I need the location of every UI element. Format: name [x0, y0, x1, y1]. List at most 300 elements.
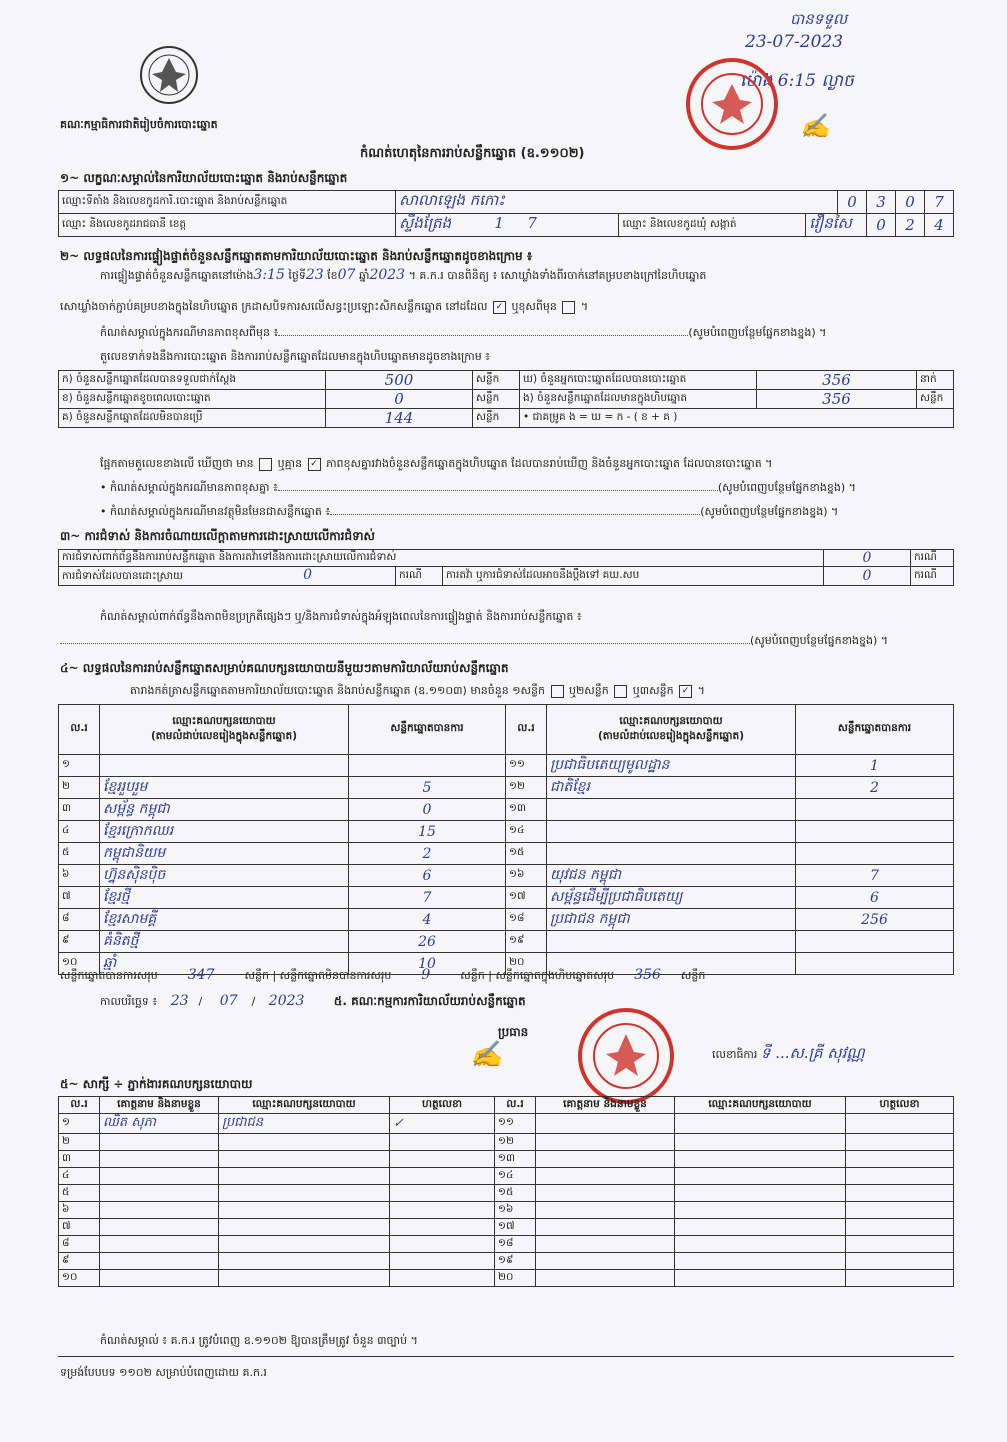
witness-party	[219, 1219, 390, 1236]
witness-party	[219, 1134, 390, 1151]
witness-signature	[846, 1168, 954, 1185]
text: សន្លឹកឆ្នោតក្នុងហិបឆ្នោតសរុប	[495, 969, 615, 982]
col-party	[100, 705, 349, 755]
province-value	[396, 214, 619, 237]
party-name: គំនិតថ្មី	[100, 931, 349, 953]
row-number: ៧	[59, 887, 100, 909]
polling-station-name: សាលាឡេង កកោះ	[399, 191, 505, 209]
witness-name	[536, 1114, 675, 1134]
text: ។ គ.ក.រ បានពិនិត្យ ៖ សោឃ្លាំងទាំងពីរចាក់នៅគម្របខាងក្រៅនៃហិបឆ្នោត	[408, 269, 707, 282]
date-year: 2023	[268, 993, 305, 1009]
fig-a-label: ក) ចំនួនសន្លឹកឆ្នោតដែលបានទទួលជាក់ស្តែង	[59, 371, 326, 390]
text: ការផ្ទៀងផ្ទាត់ចំនួនសន្លឹកឆ្នោតនៅម៉ោង	[100, 269, 254, 282]
witness-signature	[390, 1185, 495, 1202]
row-number: ៦	[59, 1202, 100, 1219]
party-name: ខ្មែរថ្មី	[100, 887, 349, 909]
witness-signature	[390, 1134, 495, 1151]
party-name: កម្ពុជានិយម	[100, 843, 349, 865]
footer: ទម្រង់បែបបទ ១១០២ សម្រាប់បំពេញដោយ គ.ក.រ	[60, 1366, 267, 1379]
row-number: ១២	[506, 777, 547, 799]
witness-name	[100, 1219, 219, 1236]
witness-name	[536, 1253, 675, 1270]
unit: ករណី	[396, 567, 443, 586]
vote-count: 6	[349, 865, 506, 887]
date-day: 23	[170, 993, 189, 1009]
checkbox-has-difference[interactable]	[259, 458, 272, 471]
text: (សូមបំពេញបន្ថែមផ្នែកខាងខ្នង) ។	[700, 505, 839, 518]
s2-figures-table	[58, 370, 954, 428]
vote-count: 0	[349, 799, 506, 821]
date-month: 07	[219, 993, 238, 1009]
vote-count	[349, 755, 506, 777]
col-sig: ហត្ថលេខា	[390, 1097, 495, 1114]
party-name: ខ្មែរក្រោកឈរ	[100, 821, 349, 843]
witness-party	[675, 1185, 846, 1202]
witness-party	[675, 1270, 846, 1287]
text: ឆ្នាំ	[358, 269, 370, 282]
s4-heading: ៤~ លទ្ធផលនៃការរាប់សន្លឹកឆ្នោតសម្រាប់គណបក្សនយោបាយនីមួយៗតាមការិយាល័យរាប់សន្លឹកឆ្នោត	[60, 661, 509, 675]
s2-line2: សោឃ្លាំងចាក់ភ្ជាប់គម្របខាងក្នុងនៃហិបឆ្នោត ក្រដាសបិទការសលើសន្ធះប្រឡោះសិកសន្លឹកឆ្នោត នៅដដែល ✓ ឬខុសពីមុន ។	[60, 300, 589, 313]
vote-count: 7	[349, 887, 506, 909]
witness-name	[100, 1185, 219, 1202]
text: (តាមលំដាប់លេខរៀងក្នុងសន្លឹកឆ្នោត)	[597, 729, 745, 742]
text: កាលបរិច្ឆេទ ៖	[100, 995, 158, 1008]
count-year: 2023	[369, 267, 406, 283]
vote-count	[796, 821, 954, 843]
text: (សូមបំពេញបន្ថែមផ្នែកខាងខ្នង) ។	[688, 326, 827, 339]
table-row	[59, 1219, 954, 1236]
s3-row2b-value	[824, 567, 911, 586]
s1-heading: ១~ លក្ខណៈសម្គាល់នៃការិយាល័យបោះឆ្នោត និងរាប់សន្លឹកឆ្នោត	[60, 171, 348, 185]
table-row	[59, 865, 954, 887]
fill-line	[278, 490, 718, 491]
witness-party	[219, 1185, 390, 1202]
code-cell: 0	[896, 191, 925, 214]
row-number: ៥	[59, 843, 100, 865]
vote-count: 5	[349, 777, 506, 799]
text: លេខាធិការ	[712, 1048, 758, 1061]
fill-line	[278, 335, 688, 336]
witness-signature	[390, 1253, 495, 1270]
fig-e-label: ង) ចំនួនសន្លឹកឆ្នោតដែលមានក្នុងហិបឆ្នោត	[520, 390, 757, 409]
witness-party	[219, 1168, 390, 1185]
col-party: ឈ្មោះគណបក្សនយោបាយ	[219, 1097, 390, 1114]
table-row	[59, 1168, 954, 1185]
voters-value: 356	[822, 371, 851, 389]
text: ខែ	[327, 269, 338, 282]
witness-name	[100, 1151, 219, 1168]
party-name: ប្រជាធិបតេយ្យមូលដ្ឋាន	[547, 755, 796, 777]
received-time: ម៉ោង 6:15 ល្ងាច	[740, 71, 854, 91]
fill-line	[330, 514, 700, 515]
vote-count: 7	[796, 865, 954, 887]
secretary-name: ទី ...ស.គ្រី សុវណ្ណ	[760, 1044, 865, 1062]
row-number: ១៤	[506, 821, 547, 843]
row-number: ១០	[59, 1270, 100, 1287]
witness-party	[675, 1134, 846, 1151]
text: (តាមលំដាប់លេខរៀងក្នុងសន្លឹកឆ្នោត)	[150, 729, 298, 742]
unit: ករណី	[911, 567, 954, 586]
text: ឬខុសពីមុន	[511, 300, 557, 313]
witness-party	[675, 1236, 846, 1253]
witness-signature	[390, 1270, 495, 1287]
text: សន្លឹកឆ្នោតមិនបានការសរុប	[279, 969, 392, 982]
vote-count	[796, 799, 954, 821]
party-name: សម្ព័ន្ធដើម្បីប្រជាធិបតេយ្យ	[547, 887, 796, 909]
witness-name	[536, 1219, 675, 1236]
row-number: ៣	[59, 799, 100, 821]
table-row	[59, 1202, 954, 1219]
text: • កំណត់សម្គាល់ក្នុងករណីមានភាពខុសគ្នា ៖	[100, 481, 278, 494]
table-row	[59, 1270, 954, 1287]
row-number: ២០	[506, 953, 547, 975]
s2-heading: ២~ លទ្ធផលនៃការផ្ទៀងផ្ទាត់ចំនួនសន្លឹកឆ្នោតតាមការិយាល័យបោះឆ្នោត និងរាប់សន្លឹកឆ្នោតដូចខាងក្រោម ៖	[60, 249, 533, 263]
unit: សន្លឹក	[473, 390, 520, 409]
count-day: 23	[305, 267, 324, 283]
party-name	[547, 821, 796, 843]
checkbox-no-difference[interactable]: ✓	[308, 458, 321, 471]
s2-line1	[100, 268, 706, 283]
s4-summary: សន្លឹកឆ្នោតបានការសរុប 347 សន្លឹក | សន្លឹកឆ្នោតមិនបានការសរុប 9 សន្លឹក | សន្លឹកឆ្នោតក្នុងហិបឆ្នោតសរុប 356 សន្លឹក	[60, 967, 706, 983]
code-cell: 3	[867, 191, 896, 214]
official-stamp-top	[686, 58, 778, 150]
witness-name	[100, 1270, 219, 1287]
province-code: 1	[494, 214, 504, 232]
witness-name	[100, 1236, 219, 1253]
witness-signature	[846, 1185, 954, 1202]
col-no: ល.រ	[495, 1097, 536, 1114]
row-number: ១៧	[495, 1219, 536, 1236]
commune-label: ឈ្មោះ និងលេខកូដឃុំ សង្កាត់	[619, 214, 806, 237]
row-number: ៣	[59, 1151, 100, 1168]
witness-signature	[846, 1134, 954, 1151]
received-date: 23-07-2023	[745, 32, 844, 52]
text: ឈ្មោះគណបក្សនយោបាយ	[172, 714, 276, 727]
row-number: ៦	[59, 865, 100, 887]
row-number: ១៣	[495, 1151, 536, 1168]
col-sig: ហត្ថលេខា	[846, 1097, 954, 1114]
row-number: ១៥	[495, 1185, 536, 1202]
witness-name	[536, 1151, 675, 1168]
text: សន្លឹក	[460, 969, 485, 982]
box-total: 356	[634, 967, 661, 983]
row-number: ៤	[59, 1168, 100, 1185]
vote-count	[796, 953, 954, 975]
witness-name	[536, 1168, 675, 1185]
row-number: ១៨	[495, 1236, 536, 1253]
vote-count: 10	[349, 953, 506, 975]
text: ថ្ងៃទី	[288, 269, 306, 282]
row-number: ៩	[59, 1253, 100, 1270]
invalid-total: 9	[421, 967, 431, 983]
row-number: ៧	[59, 1219, 100, 1236]
results-table	[58, 704, 954, 975]
s2-line5	[100, 457, 772, 471]
count-month: 07	[337, 267, 356, 283]
formula: • ជាគម្រូគ ង = ឃ = ក - ( ខ + គ )	[520, 409, 954, 428]
s2-line3	[100, 326, 826, 340]
witness-party	[675, 1168, 846, 1185]
col-votes: សន្លឹកឆ្នោតបានការ	[796, 705, 954, 755]
col-name: គោត្តនាម និងនាមខ្លួន	[536, 1097, 675, 1114]
received-label: បានទទួល	[790, 10, 848, 28]
witness-signature	[390, 1236, 495, 1253]
s4-sub: តារាងកត់ត្រាសន្លឹកឆ្នោតតាមការិយាល័យបោះឆ្នោត និងរាប់សន្លឹកឆ្នោត (ឧ.១១០៣) មានចំនួន ១សន្លឹក ឬ២សន្លឹក ឬ៣សន្លឹក ✓ ។	[130, 684, 705, 697]
unused-ballots-value: 144	[384, 409, 414, 427]
col-no: ល.រ	[59, 705, 100, 755]
witness-party	[675, 1202, 846, 1219]
row-number: ១០	[59, 953, 100, 975]
s1-table	[58, 190, 954, 237]
witness-party	[219, 1236, 390, 1253]
s3-row2a-label	[59, 567, 396, 586]
col-votes: សន្លឹកឆ្នោតបានការ	[349, 705, 506, 755]
party-name: ខ្មែររួបរួម	[100, 777, 349, 799]
signature-top: ✍	[800, 112, 830, 140]
valid-total: 347	[187, 967, 215, 983]
received-ballots-value: 500	[384, 371, 414, 389]
witness-signature	[390, 1168, 495, 1185]
witness-party	[219, 1270, 390, 1287]
witness-party	[675, 1151, 846, 1168]
witness-party	[219, 1151, 390, 1168]
chair-signature: ✍	[470, 1040, 503, 1070]
s2-note2	[100, 505, 838, 519]
row-number: ៤	[59, 821, 100, 843]
row-number: ១១	[506, 755, 547, 777]
row-number: ១៩	[506, 931, 547, 953]
row-number: ២	[59, 777, 100, 799]
row-number: ៨	[59, 909, 100, 931]
witness-signature: ✓	[390, 1114, 495, 1134]
witness-party	[219, 1202, 390, 1219]
row-number: ១៨	[506, 909, 547, 931]
party-name: ឆ្មាំ	[100, 953, 349, 975]
s3-heading: ៣~ ការជំទាស់ និងការចំណាយលើក្តាតាមការដោះស្រាយលើការជំទាស់	[60, 529, 375, 543]
unit: សន្លឹក	[473, 409, 520, 428]
table-row	[59, 931, 954, 953]
table-row	[59, 1185, 954, 1202]
s3-note: កំណត់សម្គាល់ពាក់ព័ន្ធនឹងភាពមិនប្រក្រតីផ្សេងៗ ឬ/និងការជំទាស់ក្នុងអំឡុងពេលនៃការផ្ទៀងផ្ទាត់ និងការរាប់សន្លឹកឆ្នោត ៖	[100, 610, 582, 623]
text: (សូមបំពេញបន្ថែមផ្នែកខាងខ្នង) ។	[717, 481, 856, 494]
s5-heading: ៥~ សាក្សី ÷ ភ្នាក់ងារគណបក្សនយោបាយ	[60, 1077, 253, 1091]
table-row	[59, 1151, 954, 1168]
witness-name	[536, 1185, 675, 1202]
witness-party	[675, 1219, 846, 1236]
checkbox-same[interactable]: ✓	[493, 301, 506, 314]
witness-name	[100, 1202, 219, 1219]
s2-note1	[100, 481, 856, 495]
text: សោឃ្លាំងចាក់ភ្ជាប់គម្របខាងក្នុងនៃហិបឆ្នោត ក្រដាសបិទការសលើសន្ធះប្រឡោះសិកសន្លឹកឆ្នោត នៅដដែល	[60, 300, 488, 313]
s3-row2b-label: ការតវ៉ា ឬការជំទាស់ដែលអាចនឹងប្តឹងទៅ គឃ.សប	[443, 567, 824, 586]
chair-label: ប្រធាន	[498, 1025, 529, 1039]
appeals-value: 0	[862, 568, 872, 584]
table-row	[59, 1236, 954, 1253]
text: ឬគ្មាន	[277, 457, 303, 470]
unit: ករណី	[911, 550, 954, 567]
vote-count: 256	[796, 909, 954, 931]
witness-name	[536, 1202, 675, 1219]
s4-date: កាលបរិច្ឆេទ ៖ 23 / 07 / 2023 ៥. គណៈកម្មការការិយាល័យរាប់សន្លឹកឆ្នោត	[100, 993, 526, 1009]
province-code: 7	[527, 214, 537, 232]
witness-name	[536, 1270, 675, 1287]
party-name: ប្រជាជន កម្ពុជា	[547, 909, 796, 931]
checkbox-2-sheets[interactable]	[614, 685, 627, 698]
count-time: 3:15	[253, 267, 285, 283]
code-cell: 7	[925, 191, 954, 214]
fig-e-value	[757, 390, 917, 409]
text: សន្លឹកឆ្នោតបានការសរុប	[60, 969, 158, 982]
table-row	[59, 755, 954, 777]
text: កំណត់សម្គាល់ក្នុងករណីមានភាពខុសពីមុន ៖	[100, 326, 279, 339]
code-cell: 0	[867, 214, 896, 237]
commune-name: វឿនសៃ	[809, 214, 852, 232]
party-name: ខ្មែរសាមគ្គី	[100, 909, 349, 931]
col-party: ឈ្មោះគណបក្សនយោបាយ	[675, 1097, 846, 1114]
witness-signature	[846, 1151, 954, 1168]
code-cell: 4	[925, 214, 954, 237]
row-number: ៨	[59, 1236, 100, 1253]
s5-note: កំណត់សម្គាល់ ៖ គ.ក.រ ត្រូវបំពេញ ឧ.១១០២ ឱ្យបានត្រឹមត្រូវ ចំនួន ៣ច្បាប់ ។	[100, 1334, 418, 1347]
row-number: ២០	[495, 1270, 536, 1287]
witness-signature	[390, 1202, 495, 1219]
table-row	[59, 843, 954, 865]
text: • កំណត់សម្គាល់ក្នុងករណីមានវត្ថុមិនមែនជាសន្លឹកឆ្នោត ៖	[100, 505, 331, 518]
row-number: ១៧	[506, 887, 547, 909]
row-number: ១៦	[506, 865, 547, 887]
fig-c-value	[326, 409, 473, 428]
complaints-value: 0	[862, 550, 872, 566]
witness-signature	[846, 1114, 954, 1134]
party-name: ហ្វ៊ុនស៊ិនប៉ិច	[100, 865, 349, 887]
row-number: ១២	[495, 1134, 536, 1151]
witness-table	[58, 1096, 954, 1287]
s1-row2-label: ឈ្មោះ និងលេខកូដរាជធានី ខេត្ត	[59, 214, 396, 237]
table-row	[59, 1253, 954, 1270]
province-name: ស្ទឹងត្រែង	[399, 214, 452, 232]
s2-line4: តួលេខទាក់ទងនឹងការបោះឆ្នោត និងការរាប់សន្លឹកឆ្នោតដែលមានក្នុងហិបឆ្នោតមានដូចខាងក្រោម ៖	[100, 350, 491, 363]
party-name: សម្ព័ន្ធ កម្ពុជា	[100, 799, 349, 821]
row-number: ១៣	[506, 799, 547, 821]
s3-note-fill	[60, 634, 888, 648]
row-number: ១	[59, 1114, 100, 1134]
text: ឬ២សន្លឹក	[569, 684, 609, 697]
ballots-in-box-value: 356	[822, 390, 851, 408]
checkbox-different[interactable]	[562, 301, 575, 314]
row-number: ៥	[59, 1185, 100, 1202]
row-number: ១៩	[495, 1253, 536, 1270]
col-name: គោត្តនាម និងនាមខ្លួន	[100, 1097, 219, 1114]
code-cell: 0	[838, 191, 867, 214]
witness-signature	[846, 1219, 954, 1236]
party-name	[547, 799, 796, 821]
table-row	[59, 1114, 954, 1134]
party-name	[547, 931, 796, 953]
party-name	[100, 755, 349, 777]
row-number: ៩	[59, 931, 100, 953]
vote-count: 1	[796, 755, 954, 777]
vote-count: 2	[349, 843, 506, 865]
table-row	[59, 887, 954, 909]
witness-signature	[846, 1270, 954, 1287]
checkbox-1-sheet[interactable]	[551, 685, 564, 698]
witness-party	[219, 1253, 390, 1270]
fig-a-value	[326, 371, 473, 390]
table-row	[59, 909, 954, 931]
witness-signature	[846, 1202, 954, 1219]
org-name: គណៈកម្មាធិការជាតិរៀបចំការបោះឆ្នោត	[60, 118, 218, 131]
s3-row1-label: ការជំទាស់ពាក់ព័ន្ធនឹងការរាប់សន្លឹកឆ្នោត និងការតវ៉ាទៅនឹងការដោះស្រាយលើការជំទាស់	[59, 550, 824, 567]
witness-party	[675, 1253, 846, 1270]
witness-name	[536, 1236, 675, 1253]
text: ឈ្មោះគណបក្សនយោបាយ	[619, 714, 723, 727]
checkbox-3-sheets[interactable]: ✓	[679, 685, 692, 698]
witness-party: ប្រជាជន	[219, 1114, 390, 1134]
unit: សន្លឹក	[917, 390, 954, 409]
witness-name	[100, 1134, 219, 1151]
party-name: យុវជន កម្ពុជា	[547, 865, 796, 887]
vote-count: 15	[349, 821, 506, 843]
resolved-value: 0	[303, 567, 312, 583]
s3-table	[58, 549, 954, 586]
row-number: ១៥	[506, 843, 547, 865]
col-party	[547, 705, 796, 755]
witness-signature	[846, 1236, 954, 1253]
fig-d-value	[757, 371, 917, 390]
row-number: ១៦	[495, 1202, 536, 1219]
fig-b-value	[326, 390, 473, 409]
text: តារាងកត់ត្រាសន្លឹកឆ្នោតតាមការិយាល័យបោះឆ្នោត និងរាប់សន្លឹកឆ្នោត (ឧ.១១០៣) មានចំនួន ១សន្លឹក	[130, 684, 545, 697]
row-number: ១១	[495, 1114, 536, 1134]
code-cell: 2	[896, 214, 925, 237]
witness-name	[100, 1253, 219, 1270]
vote-count: 4	[349, 909, 506, 931]
unit: សន្លឹក	[473, 371, 520, 390]
table-row	[59, 1134, 954, 1151]
secretary	[712, 1046, 865, 1062]
s3-row1-value	[824, 550, 911, 567]
s1-row1-label: ឈ្មោះទីតាំង និងលេខកូដការិ.បោះឆ្នោត និងរាប់សន្លឹកឆ្នោត	[59, 191, 396, 214]
vote-count: 2	[796, 777, 954, 799]
witness-party	[675, 1114, 846, 1134]
witness-signature	[390, 1151, 495, 1168]
text: សន្លឹក	[244, 969, 269, 982]
row-number: ១	[59, 755, 100, 777]
text: ផ្អែកតាមតួលេខខាងលើ ឃើញថា មាន	[100, 457, 254, 470]
spoiled-ballots-value: 0	[394, 390, 404, 408]
text: សន្លឹក	[680, 969, 706, 982]
col-no: ល.រ	[59, 1097, 100, 1114]
official-stamp-bottom	[578, 1008, 674, 1104]
witness-name	[100, 1168, 219, 1185]
text: ការជំទាស់ដែលបានដោះស្រាយ	[62, 570, 184, 582]
party-name: ជាតិខ្មែរ	[547, 777, 796, 799]
table-row	[59, 821, 954, 843]
witness-name	[536, 1134, 675, 1151]
witness-signature	[846, 1253, 954, 1270]
table-row	[59, 799, 954, 821]
fig-b-label: ខ) ចំនួនសន្លឹកឆ្នោតខូចពេលបោះឆ្នោត	[59, 390, 326, 409]
vote-count: 6	[796, 887, 954, 909]
vote-count	[796, 843, 954, 865]
divider	[58, 1356, 954, 1357]
form-title: កំណត់ហេតុនៃការរាប់សន្លឹកឆ្នោត (ឧ.១១០២)	[360, 146, 585, 161]
unit: នាក់	[917, 371, 954, 390]
text: ភាពខុសគ្នារវាងចំនួនសន្លឹកឆ្នោតក្នុងហិបឆ្នោត ដែលបានរាប់ឃើញ និងចំនួនអ្នកបោះឆ្នោត ដែលបានបោះឆ្នោត ។	[326, 457, 773, 470]
vote-count: 26	[349, 931, 506, 953]
witness-signature	[390, 1219, 495, 1236]
commune-value	[806, 214, 867, 237]
